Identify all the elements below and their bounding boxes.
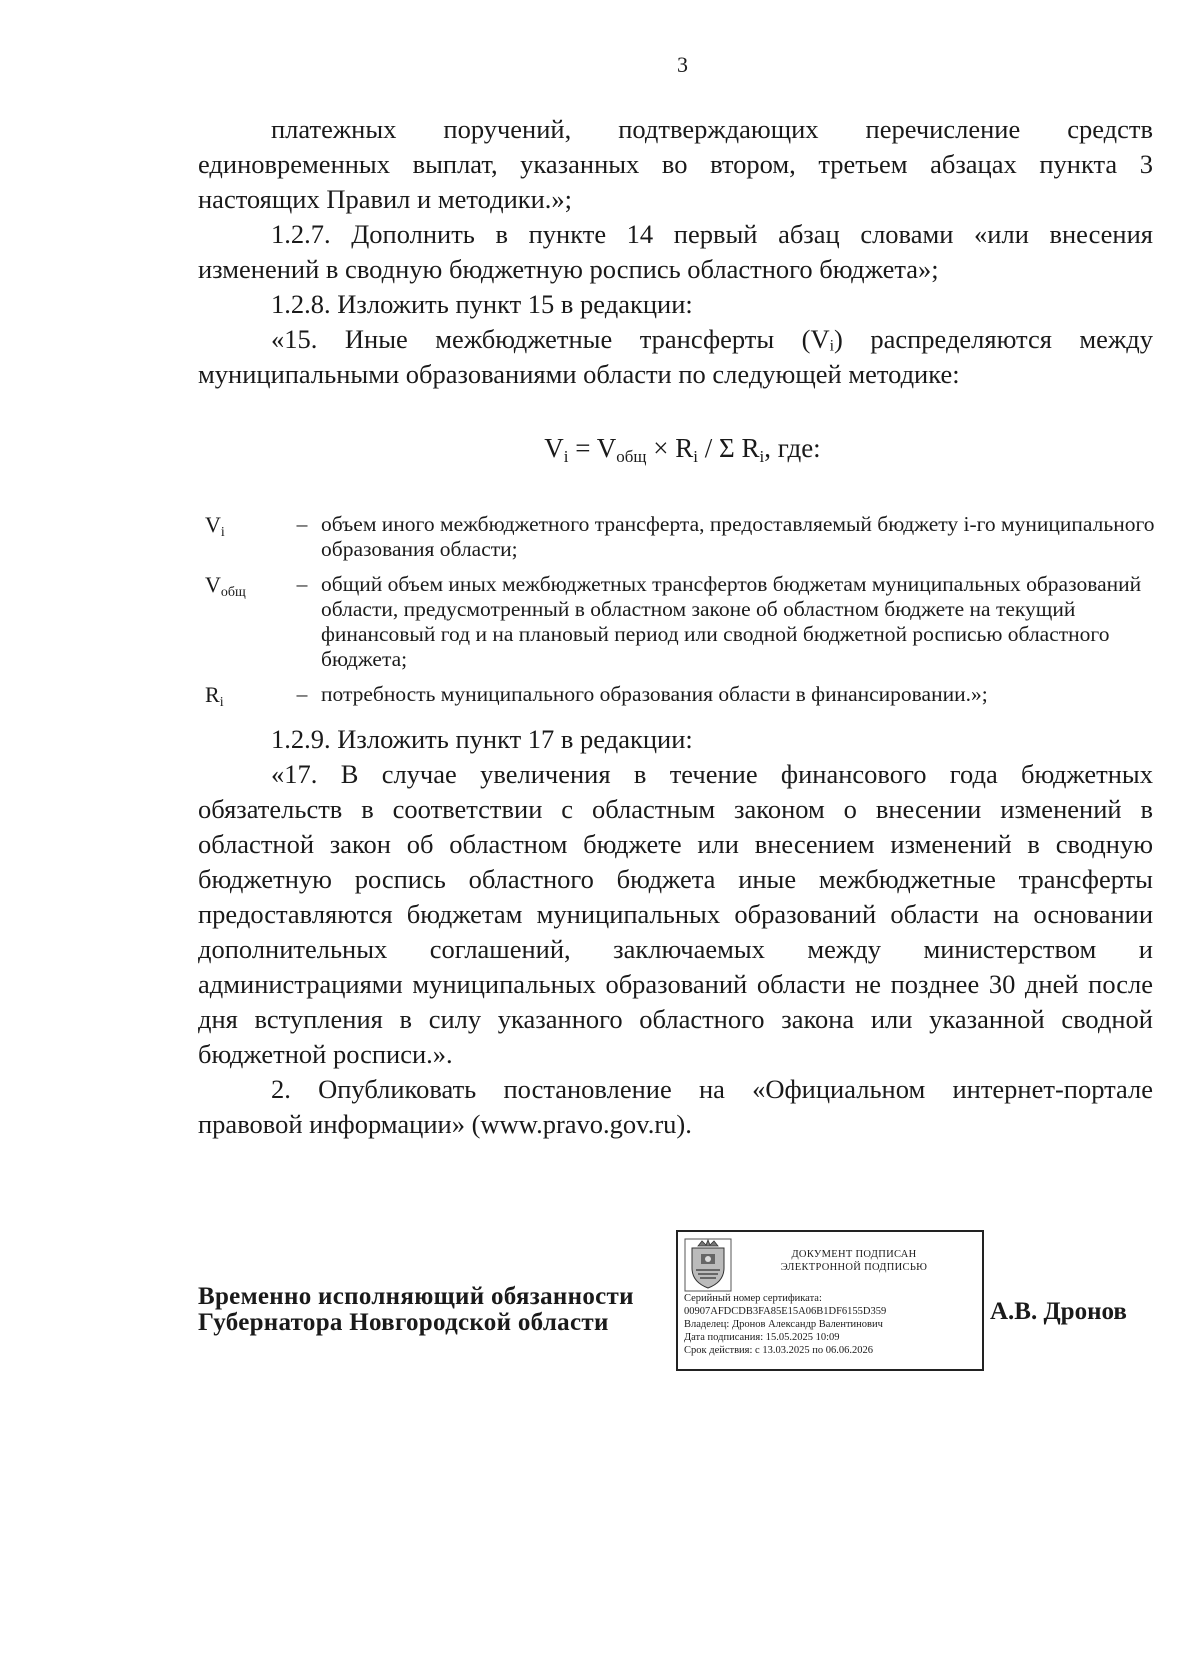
formula-sub: i: [563, 447, 569, 466]
definition-row: [205, 682, 1155, 715]
paragraph: 1.2.9. Изложить пункт 17 в редакции:: [271, 724, 693, 754]
stamp-signed-date: Дата подписания: 15.05.2025 10:09: [684, 1332, 840, 1343]
definition-dash: –: [296, 512, 308, 536]
formula-part: × R: [646, 433, 694, 463]
paragraph: «17. В случае увеличения в течение финансового года бюджетных обязательств в соответствии с областным законом о внесении изменений в областной закон об областном бюджете или внесением изменений в сводную бюджетную роспись областного бюджета иные межбюджетные трансферты предоставляются бюджетам муниципальных образований области на основании дополнительных соглашений, заключаемых между министерством и администрациями муниципальных образований области не позднее 30 дней после дня вступления в силу указанного областного закона или указанной сводной бюджетной росписи.».: [198, 759, 1153, 1069]
signatory-title-line: Губернатора Новгородской области: [198, 1309, 609, 1336]
formula: [0, 433, 1200, 467]
body-text-bottom: [198, 722, 1153, 1142]
stamp-heading-line: ЭЛЕКТРОННОЙ ПОДПИСЬЮ: [780, 1262, 928, 1273]
formula-part: , где:: [764, 433, 821, 463]
stamp-cert-label: Серийный номер сертификата:: [684, 1293, 822, 1304]
definition-text: потребность муниципального образования области в финансировании.»;: [321, 682, 988, 706]
paragraph: 2. Опубликовать постановление на «Официальном интернет-портале правовой информации» (www.pravo.gov.ru).: [198, 1074, 1153, 1139]
definition-text: объем иного межбюджетного трансферта, предоставляемый бюджету i-го муниципального образования области;: [321, 512, 1155, 561]
definitions-list: [205, 512, 1155, 725]
page-number: 3: [677, 52, 688, 77]
coat-of-arms-icon: [684, 1238, 732, 1292]
paragraph: платежных поручений, подтверждающих перечисление средств единовременных выплат, указанных во втором, третьем абзацах пункта 3 настоящих Правил и методики.»;: [198, 114, 1153, 214]
definition-dash: –: [296, 572, 308, 596]
formula-part: / Σ R: [698, 433, 760, 463]
formula-part: V: [544, 433, 564, 463]
stamp-heading: [732, 1238, 976, 1274]
stamp-owner: Владелец: Дронов Александр Валентинович: [684, 1319, 883, 1330]
definition-symbol: $V_{общ}$: [205, 572, 246, 600]
electronic-signature-stamp: [676, 1230, 984, 1371]
definition-dash: –: [296, 682, 308, 706]
formula-sub: i: [759, 447, 765, 466]
stamp-heading-line: ДОКУМЕНТ ПОДПИСАН: [791, 1249, 917, 1260]
paragraph: 1.2.8. Изложить пункт 15 в редакции:: [271, 289, 693, 319]
formula-part: = V: [568, 433, 617, 463]
paragraph: «15. Иные межбюджетные трансферты (Vᵢ) распределяются между муниципальными образованиями области по следующей методике:: [198, 324, 1153, 389]
definition-text: общий объем иных межбюджетных трансфертов бюджетам муниципальных образований области, предусмотренный в областном законе об областном бюджете на текущий финансовый год и на плановый период или сводной бюджетной росписью областного бюджета;: [321, 572, 1142, 671]
stamp-validity: Срок действия: с 13.03.2025 по 06.06.2026: [684, 1345, 873, 1356]
signatory-name: А.В. Дронов: [990, 1298, 1127, 1325]
definition-symbol: $R_i$: [205, 682, 224, 710]
definition-row: [205, 512, 1155, 562]
definition-row: [205, 572, 1155, 672]
stamp-cert-number: 00907AFDCDB3FA85E15A06B1DF6155D359: [684, 1306, 887, 1317]
paragraph: 1.2.7. Дополнить в пункте 14 первый абзац словами «или внесения изменений в сводную бюджетную роспись областного бюджета»;: [198, 219, 1153, 284]
signatory-title-line: Временно исполняющий обязанности: [198, 1283, 634, 1310]
signatory-title: [198, 1284, 678, 1336]
definition-symbol: $V_i$: [205, 512, 225, 540]
formula-sub: общ: [616, 447, 647, 466]
formula-sub: i: [693, 447, 699, 466]
body-text-top: [198, 112, 1153, 392]
